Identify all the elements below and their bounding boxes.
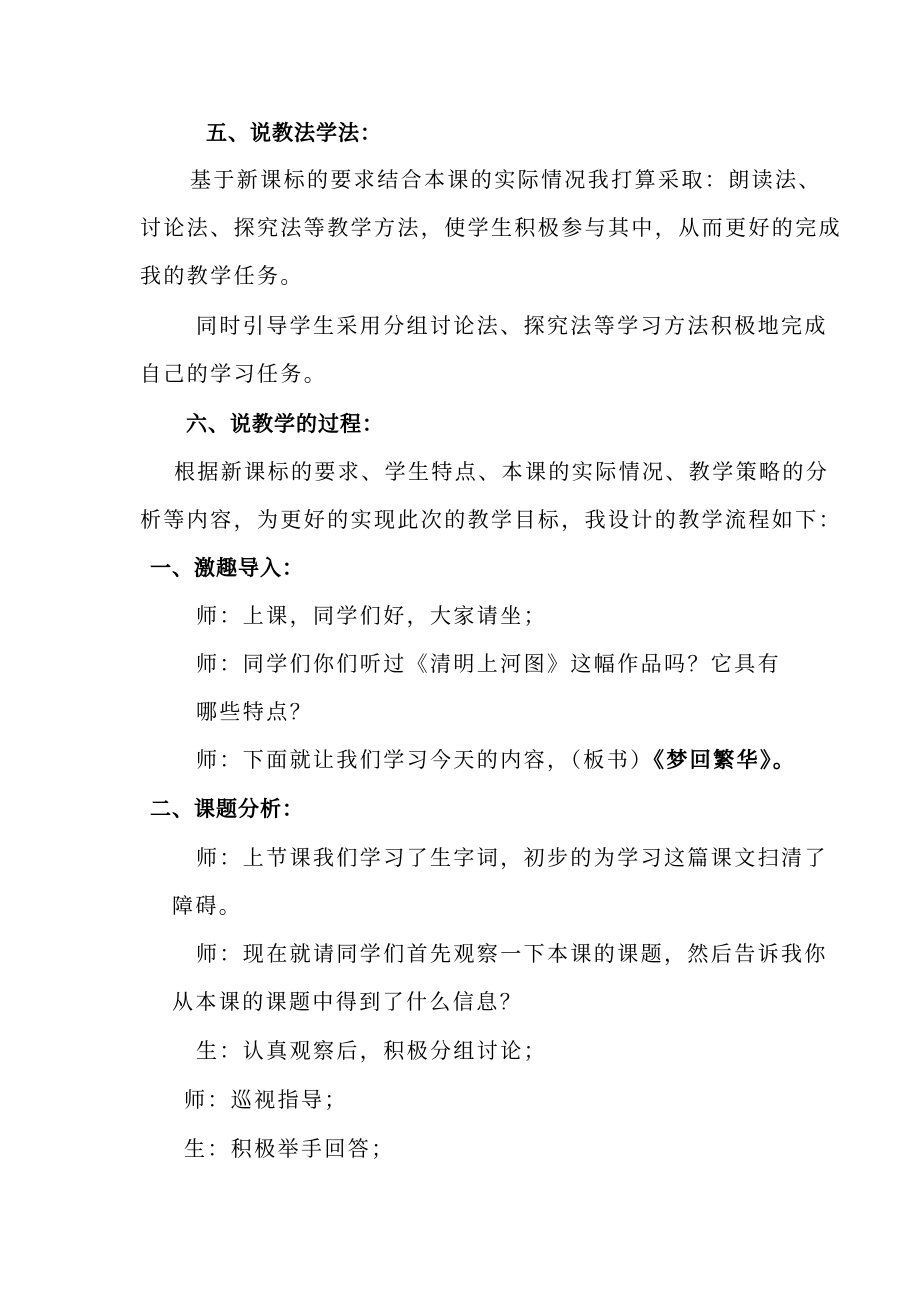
paragraph-line: 同时引导学生采用分组讨论法、探究法等学习方法积极地完成 <box>196 314 828 338</box>
dialogue-line: 障碍。 <box>172 894 243 918</box>
dialogue-line: 师：上课，同学们好，大家请坐； <box>196 604 547 628</box>
dialogue-line: 从本课的课题中得到了什么信息？ <box>172 990 523 1014</box>
dialogue-line: 师：同学们你们听过《清明上河图》这幅作品吗？它具有 <box>196 652 781 676</box>
paragraph-line: 根据新课标的要求、学生特点、本课的实际情况、教学策略的分 <box>174 460 830 484</box>
board-prefix: 师：下面就让我们学习今天的内容，（板书） <box>196 748 654 772</box>
paragraph-line: 析等内容，为更好的实现此次的教学目标，我设计的教学流程如下： <box>140 508 842 532</box>
step-heading-1: 一、激趣导入： <box>150 555 304 580</box>
dialogue-line: 哪些特点？ <box>196 700 313 724</box>
paragraph-line: 基于新课标的要求结合本课的实际情况我打算采取：朗读法、 <box>190 168 822 192</box>
board-title: 《梦回繁华》。 <box>653 747 797 772</box>
paragraph-line: 讨论法、探究法等教学方法，使学生积极参与其中，从而更好的完成 <box>140 216 842 240</box>
section-heading-6: 六、说教学的过程： <box>186 411 384 436</box>
dialogue-line: 生：积极举手回答； <box>184 1137 395 1161</box>
dialogue-line-board <box>196 746 796 774</box>
paragraph-line: 我的教学任务。 <box>140 264 304 288</box>
dialogue-line: 师：现在就请同学们首先观察一下本课的课题，然后告诉我你 <box>196 942 828 966</box>
dialogue-line: 师：巡视指导； <box>184 1088 348 1112</box>
paragraph-line: 自己的学习任务。 <box>140 362 328 386</box>
section-heading-5: 五、说教法学法： <box>206 120 382 145</box>
dialogue-line: 师：上节课我们学习了生字词，初步的为学习这篇课文扫清了 <box>196 846 828 870</box>
step-heading-2: 二、课题分析： <box>150 796 304 821</box>
dialogue-line: 生：认真观察后，积极分组讨论； <box>196 1039 547 1063</box>
